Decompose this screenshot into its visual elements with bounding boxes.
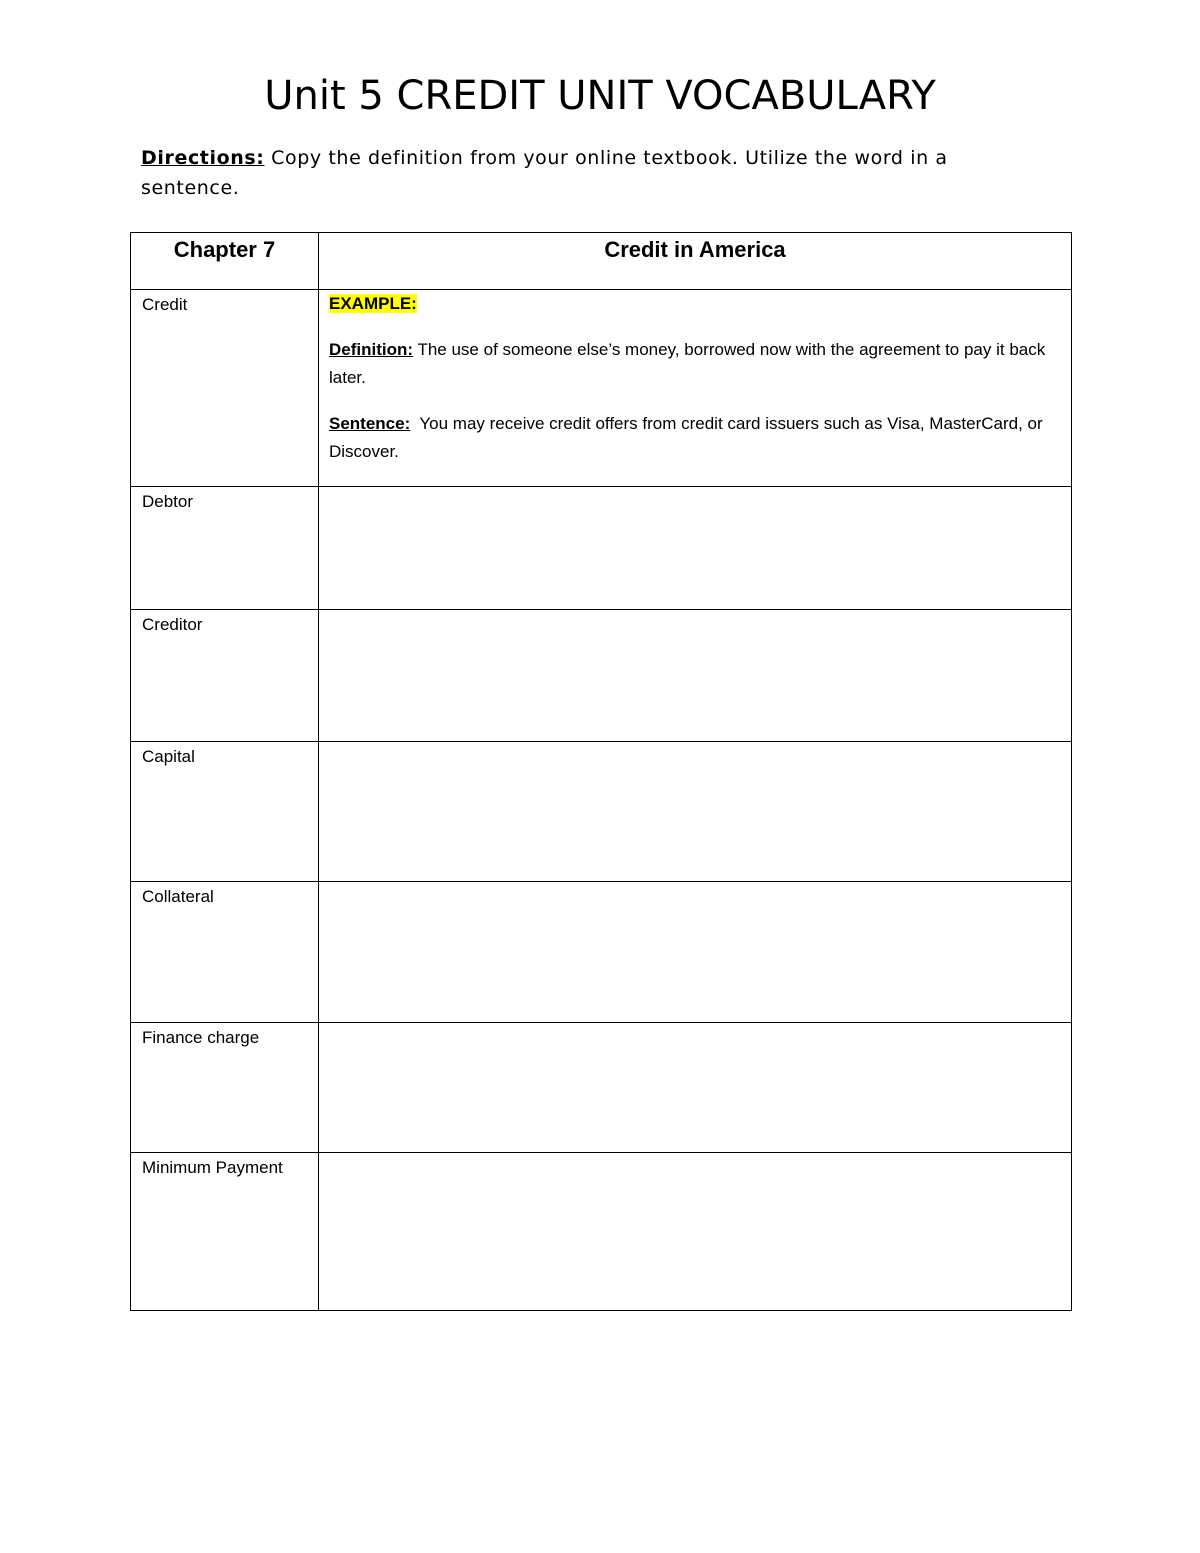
table-row — [131, 610, 1072, 742]
term-cell: Creditor — [131, 610, 319, 742]
term-cell: Minimum Payment — [131, 1153, 319, 1311]
definition-cell[interactable] — [319, 290, 1072, 487]
table-row — [131, 742, 1072, 882]
example-sentence — [329, 410, 1055, 466]
table-row — [131, 290, 1072, 487]
term-cell: Collateral — [131, 882, 319, 1023]
definition-cell[interactable] — [319, 742, 1072, 882]
definition-cell[interactable] — [319, 487, 1072, 610]
definition-cell[interactable] — [319, 610, 1072, 742]
definition-cell[interactable] — [319, 1153, 1072, 1311]
directions — [141, 143, 1041, 203]
term-cell: Credit — [131, 290, 319, 487]
page-title: Unit 5 CREDIT UNIT VOCABULARY — [264, 73, 936, 119]
table-row — [131, 487, 1072, 610]
term-cell: Debtor — [131, 487, 319, 610]
definition-label: Definition: — [329, 340, 414, 359]
definition-cell[interactable] — [319, 882, 1072, 1023]
example-label: EXAMPLE: — [329, 294, 417, 313]
directions-text: Copy the definition from your online textbook. Utilize the word in a sentence. — [141, 147, 948, 199]
directions-label: Directions: — [141, 147, 265, 169]
term-cell: Capital — [131, 742, 319, 882]
table-header-row — [131, 233, 1072, 290]
definition-cell[interactable] — [319, 1023, 1072, 1153]
sentence-text: You may receive credit offers from credit card issuers such as Visa, MasterCard, or Discover. — [329, 414, 1048, 461]
definition-text: The use of someone else’s money, borrowed now with the agreement to pay it back later. — [329, 340, 1046, 387]
chapter-header: Chapter 7 — [131, 233, 319, 290]
vocabulary-table — [130, 232, 1072, 1311]
table-row — [131, 1153, 1072, 1311]
table-row — [131, 1023, 1072, 1153]
example-definition — [329, 336, 1055, 392]
sentence-label: Sentence: — [329, 414, 411, 433]
table-row — [131, 882, 1072, 1023]
term-cell: Finance charge — [131, 1023, 319, 1153]
topic-header: Credit in America — [319, 233, 1072, 290]
